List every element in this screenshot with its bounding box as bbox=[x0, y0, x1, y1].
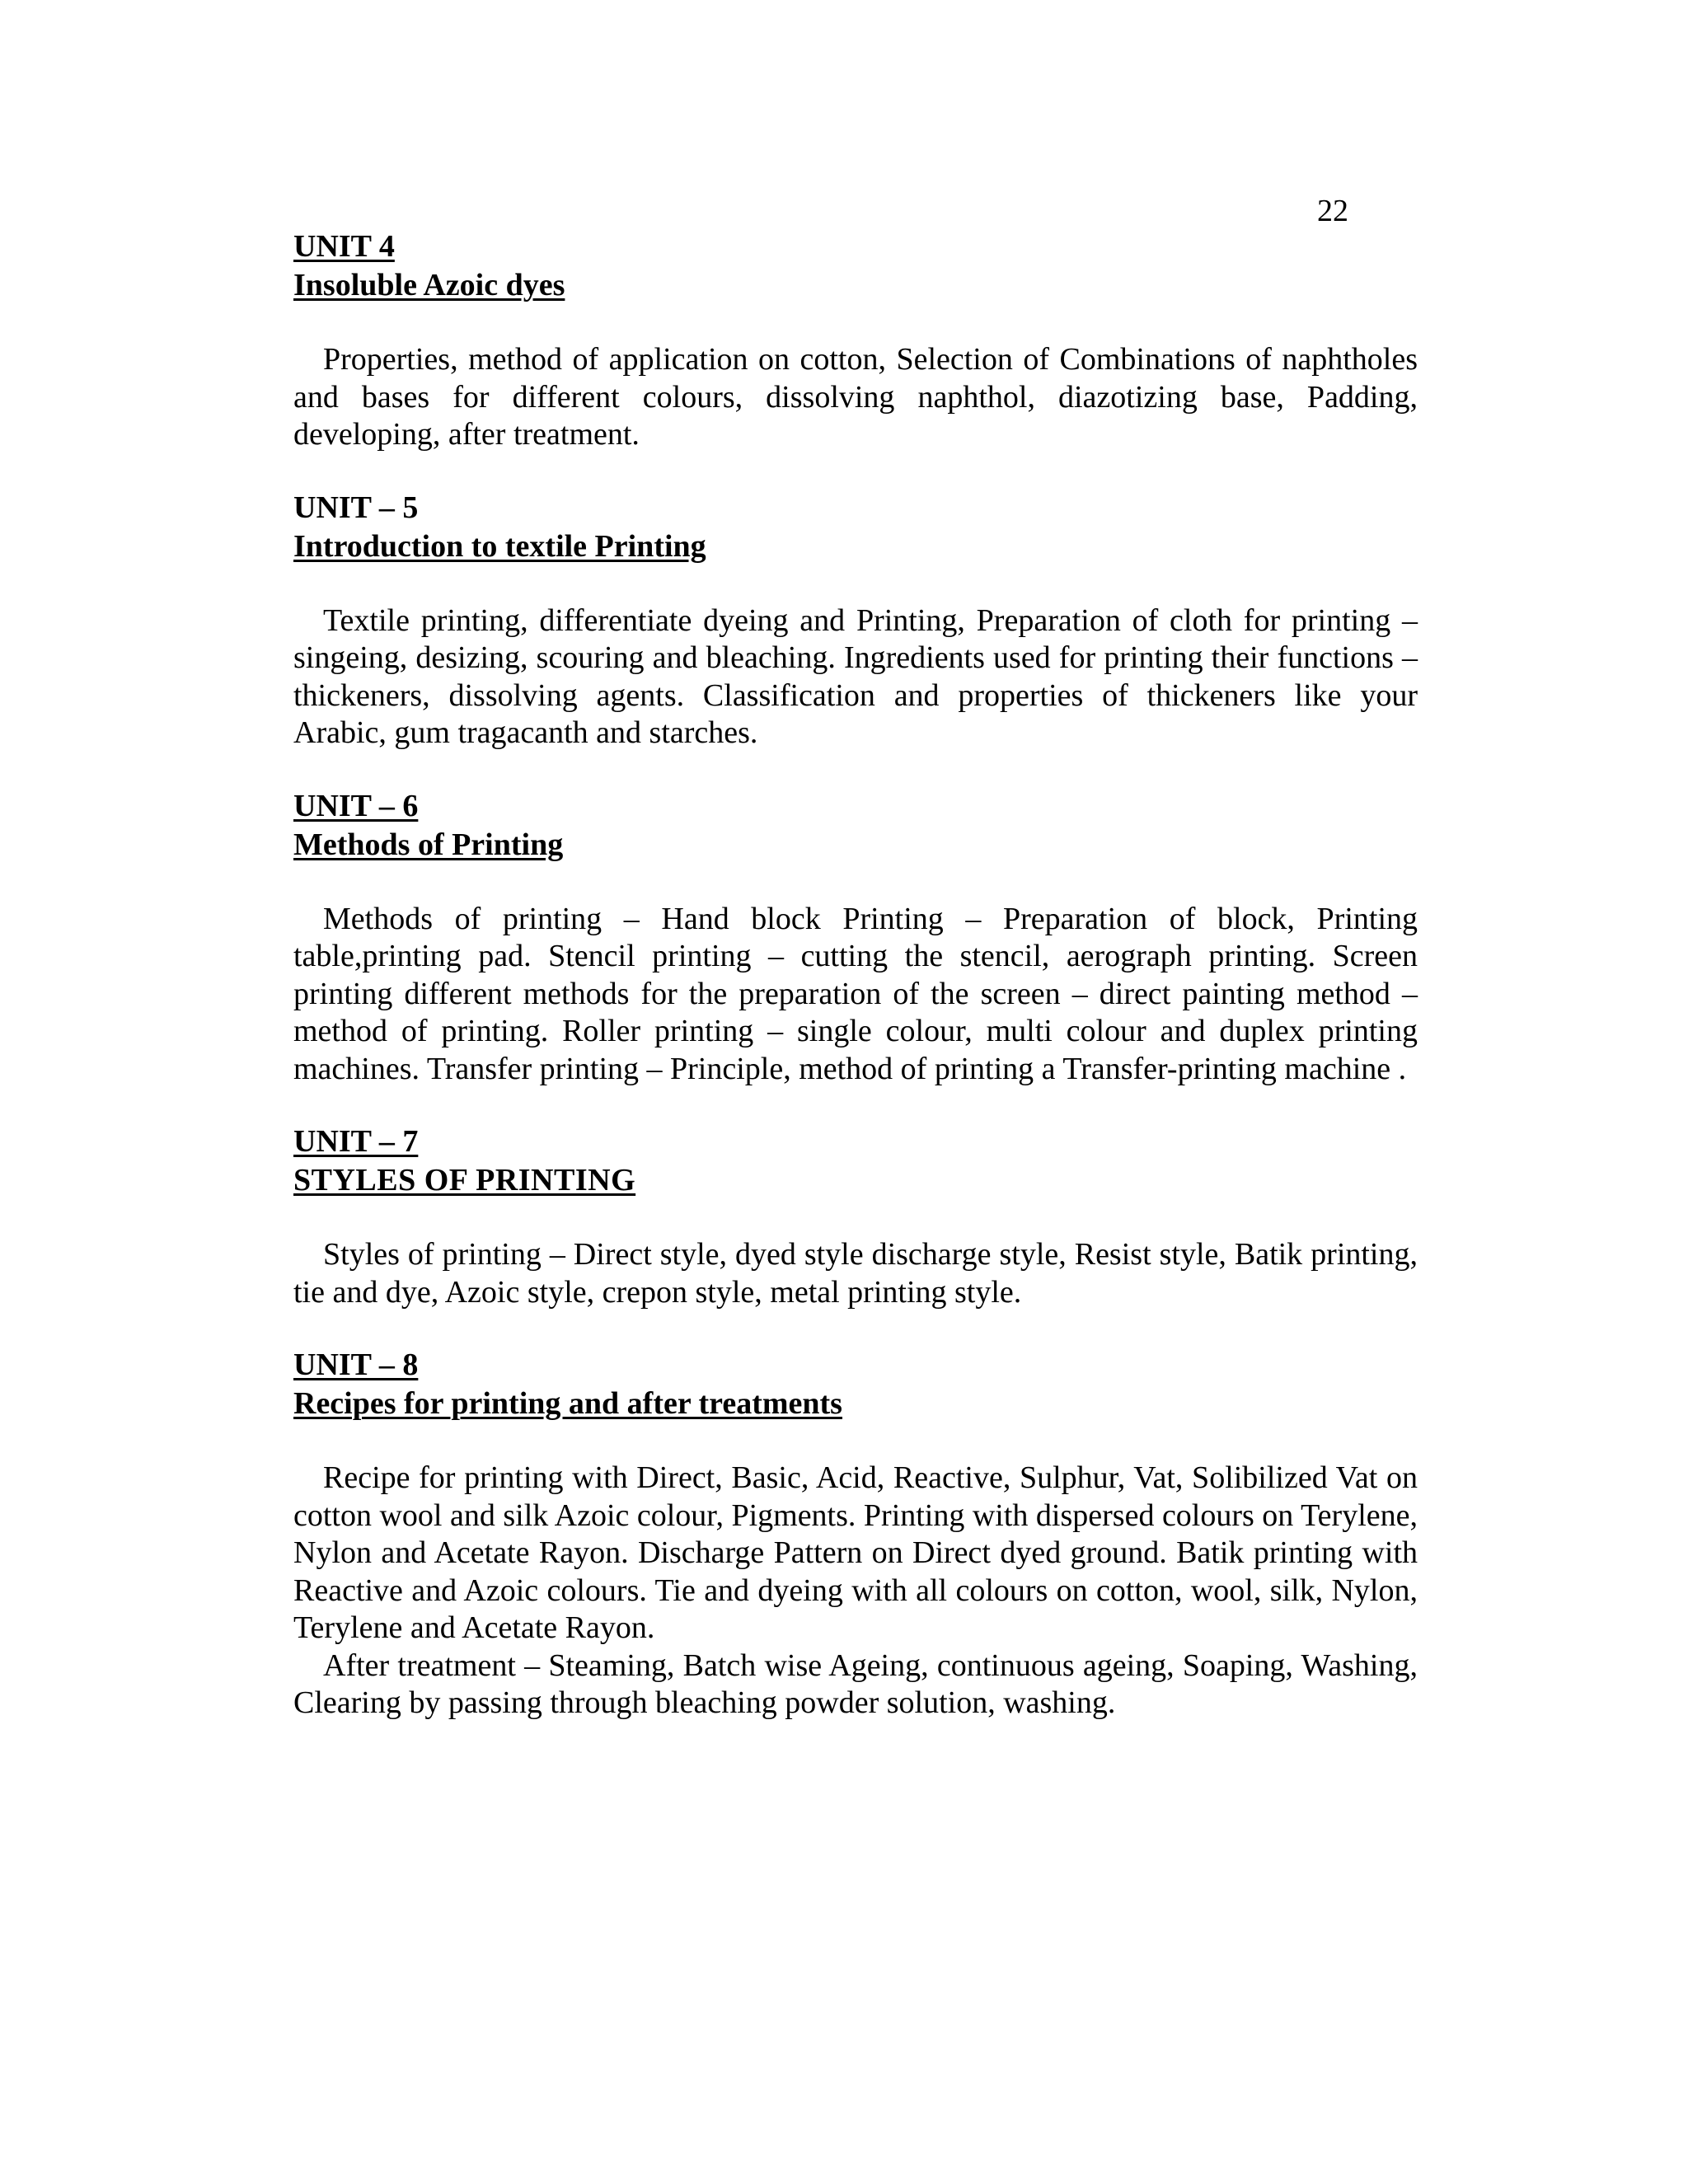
unit-5-paragraph: Textile printing, differentiate dyeing and Printing, Preparation of cloth for printing –singeing, desizing, scouring and bleaching. Ingredients used for printing their functions – thickeners, dissolving agents. Classification and properties of thickeners like your Arabic, gum tragacanth and starches. bbox=[293, 602, 1418, 750]
unit-8-paragraph-recipes: Recipe for printing with Direct, Basic, Acid, Reactive, Sulphur, Vat, Solibilized Vat on cotton wool and silk Azoic colour, Pigments. Printing with dispersed colours on Terylene, Nylon and Acetate Rayon. Discharge Pattern on Direct dyed ground. Batik printing with Reactive and Azoic colours. Tie and dyeing with all colours on cotton, wool, silk, Nylon, Terylene and Acetate Rayon. bbox=[293, 1460, 1418, 1645]
page-number: 22 bbox=[1317, 194, 1348, 228]
unit-7-title: STYLES OF PRINTING bbox=[293, 1163, 636, 1197]
unit-7-number: UNIT – 7 bbox=[293, 1124, 419, 1159]
unit-4-paragraph: Properties, method of application on cotton, Selection of Combinations of naphtholes and bases for different colours, dissolving naphthol, diazotizing base, Padding, developing, after treatment. bbox=[293, 342, 1418, 452]
unit-5-number: UNIT – 5 bbox=[293, 490, 419, 525]
unit-8-number: UNIT – 8 bbox=[293, 1347, 419, 1382]
unit-6-title: Methods of Printing bbox=[293, 827, 564, 862]
unit-6-paragraph: Methods of printing – Hand block Printing – Preparation of block, Printing table,printing pad. Stencil printing – cutting the stencil, aerograph printing. Screen printing different methods for the preparation of the screen – direct painting method – method of printing. Roller printing – single colour, multi colour and duplex printing machines. Transfer printing – Principle, method of printing a Transfer-printing machine . bbox=[293, 901, 1418, 1086]
unit-6-number: UNIT – 6 bbox=[293, 788, 419, 823]
unit-8-section bbox=[293, 1346, 1418, 1722]
unit-8-title: Recipes for printing and after treatments bbox=[293, 1386, 842, 1421]
unit-7-section bbox=[293, 1122, 1418, 1311]
unit-7-paragraph: Styles of printing – Direct style, dyed style discharge style, Resist style, Batik printing, tie and dye, Azoic style, crepon style, metal printing style. bbox=[293, 1237, 1418, 1310]
unit-8-paragraph-after-treatment: After treatment – Steaming, Batch wise Ageing, continuous ageing, Soaping, Washing, Clearing by passing through bleaching powder solution, washing. bbox=[293, 1647, 1418, 1720]
unit-5-section bbox=[293, 489, 1418, 752]
unit-6-section bbox=[293, 787, 1418, 1089]
unit-4-title: Insoluble Azoic dyes bbox=[293, 268, 565, 302]
unit-5-title: Introduction to textile Printing bbox=[293, 528, 706, 564]
unit-4-section bbox=[293, 227, 1418, 454]
unit-4-number: UNIT 4 bbox=[293, 229, 395, 264]
syllabus-content bbox=[293, 227, 1418, 1722]
